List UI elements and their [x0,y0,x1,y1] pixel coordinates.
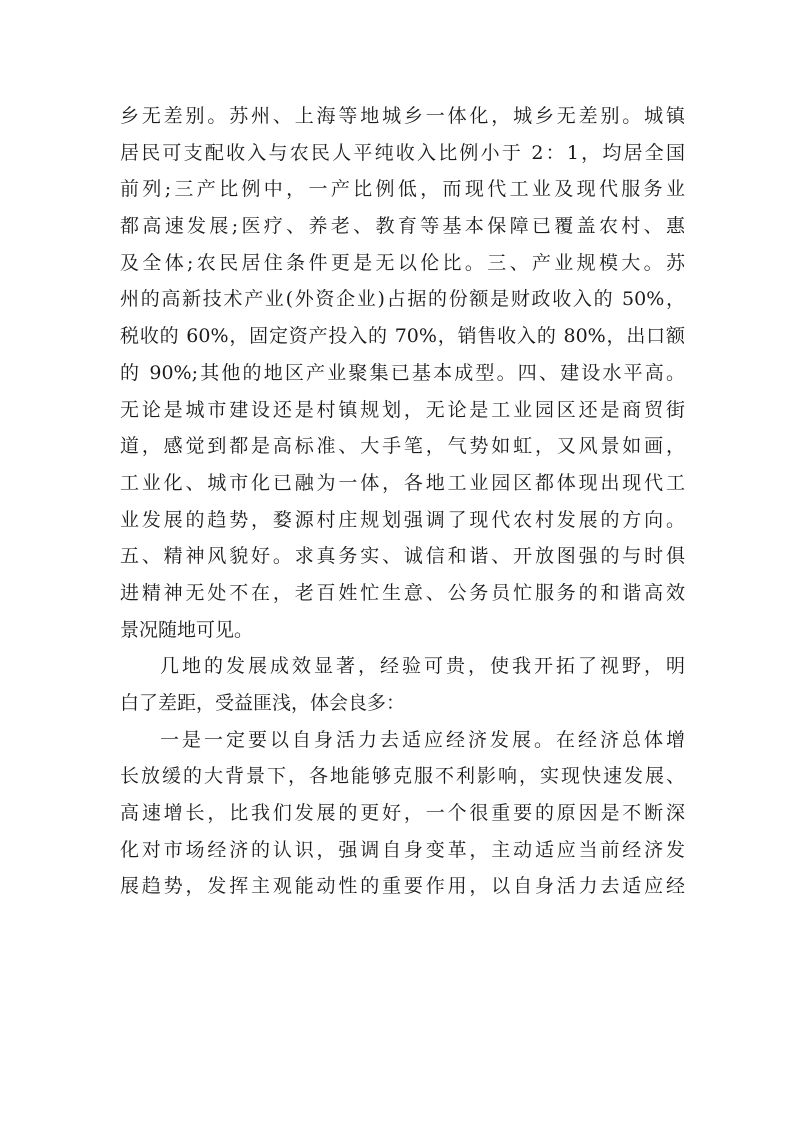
paragraph [120,98,685,648]
text-line: 高速增长，比我们发展的更好，一个很重要的原因是不断深 [120,802,685,825]
text-line: 税收的 60%，固定资产投入的 70%，销售收入的 80%，出口额 [120,325,685,348]
text-line: 的 90%;其他的地区产业聚集已基本成型。四、建设水平高。 [120,361,685,384]
document-body [120,98,685,905]
text-line: 化对市场经济的认识，强调自身变革，主动适应当前经济发 [120,838,685,861]
text-line: 白了差距，受益匪浅，体会良多： [120,692,406,714]
text-line: 无论是城市建设还是村镇规划，无论是工业园区还是商贸街 [120,398,685,421]
text-line: 都高速发展;医疗、养老、教育等基本保障已覆盖农村、惠 [120,215,685,238]
text-line: 道，感觉到都是高标准、大手笔，气势如虹，又风景如画， [120,435,685,458]
text-line: 州的高新技术产业(外资企业)占据的份额是财政收入的 50%， [120,288,685,311]
text-line: 五、精神风貌好。求真务实、诚信和谐、开放图强的与时俱 [120,545,685,568]
text-line: 前列;三产比例中，一产比例低，而现代工业及现代服务业 [120,178,685,201]
paragraph [120,648,685,721]
text-line: 工业化、城市化已融为一体，各地工业园区都体现出现代工 [120,471,685,494]
text-line: 进精神无处不在，老百姓忙生意、公务员忙服务的和谐高效 [120,581,685,604]
text-line: 业发展的趋势，婺源村庄规划强调了现代农村发展的方向。 [120,508,685,531]
text-line: 景况随地可见。 [120,618,254,641]
text-line: 一是一定要以自身活力去适应经济发展。在经济总体增 [160,728,685,751]
text-line: 长放缓的大背景下，各地能够克服不利影响，实现快速发展、 [120,765,685,788]
text-line: 几地的发展成效显著，经验可贵，使我开拓了视野，明 [160,655,685,678]
text-line: 展趋势，发挥主观能动性的重要作用，以自身活力去适应经 [120,875,685,898]
text-line: 乡无差别。苏州、上海等地城乡一体化，城乡无差别。城镇 [120,105,685,127]
paragraph [120,722,685,905]
text-line: 及全体;农民居住条件更是无以伦比。三、产业规模大。苏 [120,251,685,274]
text-line: 居民可支配收入与农民人平纯收入比例小于 2：1，均居全国 [120,141,685,164]
